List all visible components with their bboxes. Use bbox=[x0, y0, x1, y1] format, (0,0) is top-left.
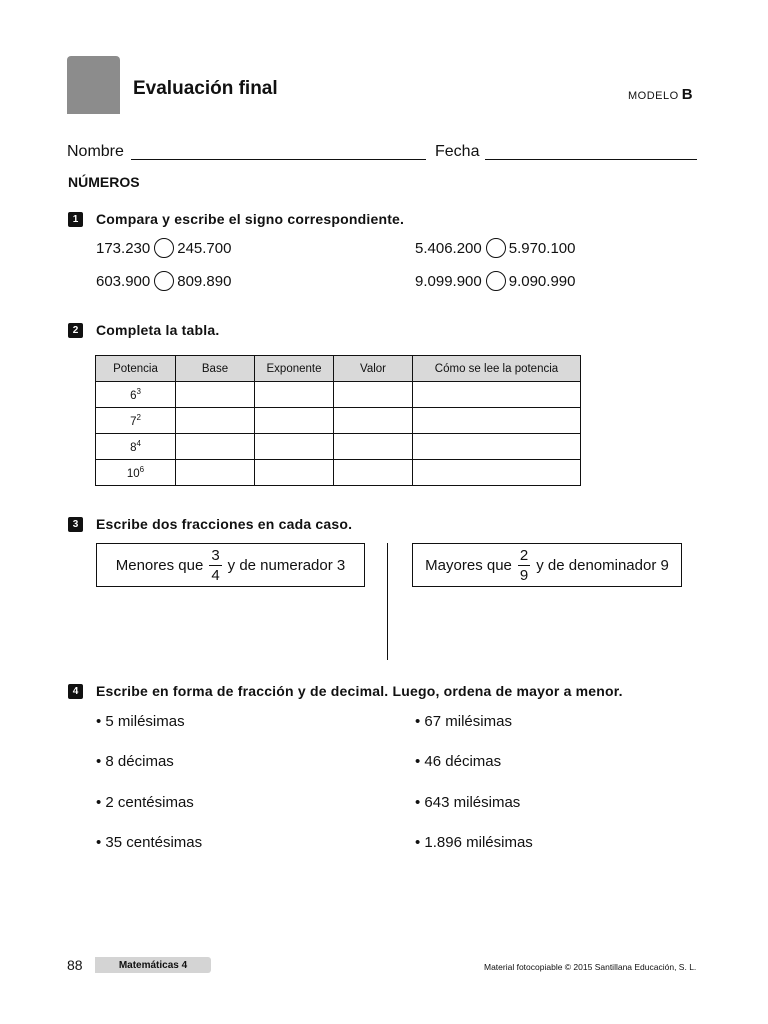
question-1-number: 1 bbox=[68, 212, 83, 227]
table-row bbox=[96, 460, 581, 486]
power-cell bbox=[96, 382, 176, 408]
name-field[interactable] bbox=[131, 159, 426, 160]
comparison-4-a: 9.099.900 bbox=[415, 272, 482, 290]
date-label: Fecha bbox=[435, 143, 480, 160]
table-header-cell: Potencia bbox=[96, 356, 176, 382]
power-base: 7 bbox=[130, 415, 137, 428]
power-exponent: 4 bbox=[136, 439, 141, 449]
power-base: 10 bbox=[126, 467, 140, 480]
table-header-cell: Exponente bbox=[255, 356, 334, 382]
fraction-denominator: 9 bbox=[519, 566, 529, 584]
table-header-cell: Valor bbox=[334, 356, 413, 382]
answer-cell[interactable] bbox=[334, 382, 413, 408]
answer-cell[interactable] bbox=[413, 460, 581, 486]
comparison-2-b: 5.970.100 bbox=[508, 239, 576, 257]
power-base: 6 bbox=[130, 389, 137, 402]
question-3-number: 3 bbox=[68, 517, 83, 532]
column-divider bbox=[387, 543, 388, 660]
list-item: • 5 milésimas bbox=[96, 713, 185, 730]
answer-cell[interactable] bbox=[176, 460, 255, 486]
power-cell bbox=[96, 434, 176, 460]
model-label bbox=[628, 86, 693, 103]
fraction-numerator: 2 bbox=[519, 546, 529, 564]
comparison-4-b: 9.090.990 bbox=[508, 272, 576, 290]
fraction-denominator: 4 bbox=[211, 566, 220, 584]
answer-cell[interactable] bbox=[413, 382, 581, 408]
table-header-row bbox=[96, 356, 581, 382]
comparison-4 bbox=[415, 271, 575, 291]
answer-cell[interactable] bbox=[176, 434, 255, 460]
question-1-text: Compara y escribe el signo correspondiente. bbox=[96, 211, 405, 227]
power-exponent: 3 bbox=[136, 387, 141, 397]
list-item: • 35 centésimas bbox=[96, 834, 203, 851]
book-title: Matemáticas 4 bbox=[118, 959, 188, 971]
power-exponent: 6 bbox=[139, 465, 145, 475]
question-4-number: 4 bbox=[68, 684, 83, 699]
answer-cell[interactable] bbox=[255, 460, 334, 486]
book-title-tab bbox=[95, 957, 211, 973]
sign-circle-2[interactable] bbox=[486, 238, 506, 258]
table-header-cell: Cómo se lee la potencia bbox=[413, 356, 581, 382]
comparison-1-b: 245.700 bbox=[177, 239, 232, 257]
question-4-text: Escribe en forma de fracción y de decimal. Luego, ordena de mayor a menor. bbox=[96, 683, 623, 699]
fraction bbox=[209, 548, 221, 583]
fraction-box-greater bbox=[412, 543, 682, 587]
list-item: • 2 centésimas bbox=[96, 794, 194, 811]
list-item: • 8 décimas bbox=[96, 753, 174, 770]
date-field[interactable] bbox=[485, 159, 697, 160]
comparison-1 bbox=[96, 238, 231, 258]
header-tab-decoration bbox=[67, 56, 120, 114]
model-label-text: MODELO bbox=[628, 90, 679, 102]
power-cell bbox=[96, 408, 176, 434]
fraction-box-prefix: Mayores que bbox=[425, 556, 512, 574]
comparison-3-a: 603.900 bbox=[96, 272, 151, 290]
answer-cell[interactable] bbox=[255, 382, 334, 408]
section-title: NÚMEROS bbox=[68, 174, 140, 190]
fraction bbox=[518, 548, 530, 583]
question-3-text: Escribe dos fracciones en cada caso. bbox=[96, 516, 353, 532]
fraction-box-prefix: Menores que bbox=[115, 556, 204, 574]
list-item: • 1.896 milésimas bbox=[415, 834, 533, 851]
question-2-number: 2 bbox=[68, 323, 83, 338]
sign-circle-4[interactable] bbox=[486, 271, 506, 291]
table-row bbox=[96, 382, 581, 408]
comparison-2-a: 5.406.200 bbox=[415, 239, 482, 257]
comparison-1-a: 173.230 bbox=[96, 239, 151, 257]
power-base: 8 bbox=[130, 441, 137, 454]
answer-cell[interactable] bbox=[176, 408, 255, 434]
answer-cell[interactable] bbox=[413, 408, 581, 434]
page-number: 88 bbox=[67, 957, 83, 973]
answer-cell[interactable] bbox=[334, 408, 413, 434]
model-letter: B bbox=[681, 86, 694, 103]
copyright-notice: Material fotocopiable © 2015 Santillana Educación, S. L. bbox=[484, 962, 697, 972]
table-row bbox=[96, 408, 581, 434]
power-cell bbox=[96, 460, 176, 486]
power-exponent: 2 bbox=[136, 413, 141, 423]
sign-circle-1[interactable] bbox=[154, 238, 174, 258]
list-item: • 643 milésimas bbox=[415, 794, 521, 811]
fraction-box-suffix: y de numerador 3 bbox=[227, 556, 346, 574]
table-header-cell: Base bbox=[176, 356, 255, 382]
answer-cell[interactable] bbox=[176, 382, 255, 408]
fraction-box-smaller bbox=[96, 543, 365, 587]
comparison-3 bbox=[96, 271, 231, 291]
answer-cell[interactable] bbox=[413, 434, 581, 460]
answer-cell[interactable] bbox=[255, 434, 334, 460]
name-label: Nombre bbox=[67, 143, 124, 160]
table-row bbox=[96, 434, 581, 460]
comparison-2 bbox=[415, 238, 575, 258]
page-title: Evaluación final bbox=[133, 78, 278, 99]
fraction-numerator: 3 bbox=[211, 546, 220, 564]
answer-cell[interactable] bbox=[334, 434, 413, 460]
answer-cell[interactable] bbox=[334, 460, 413, 486]
list-item: • 67 milésimas bbox=[415, 713, 512, 730]
list-item: • 46 décimas bbox=[415, 753, 502, 770]
powers-table bbox=[95, 355, 581, 486]
fraction-box-suffix: y de denominador 9 bbox=[536, 556, 669, 574]
question-2-text: Completa la tabla. bbox=[96, 322, 220, 338]
sign-circle-3[interactable] bbox=[154, 271, 174, 291]
comparison-3-b: 809.890 bbox=[177, 272, 232, 290]
answer-cell[interactable] bbox=[255, 408, 334, 434]
